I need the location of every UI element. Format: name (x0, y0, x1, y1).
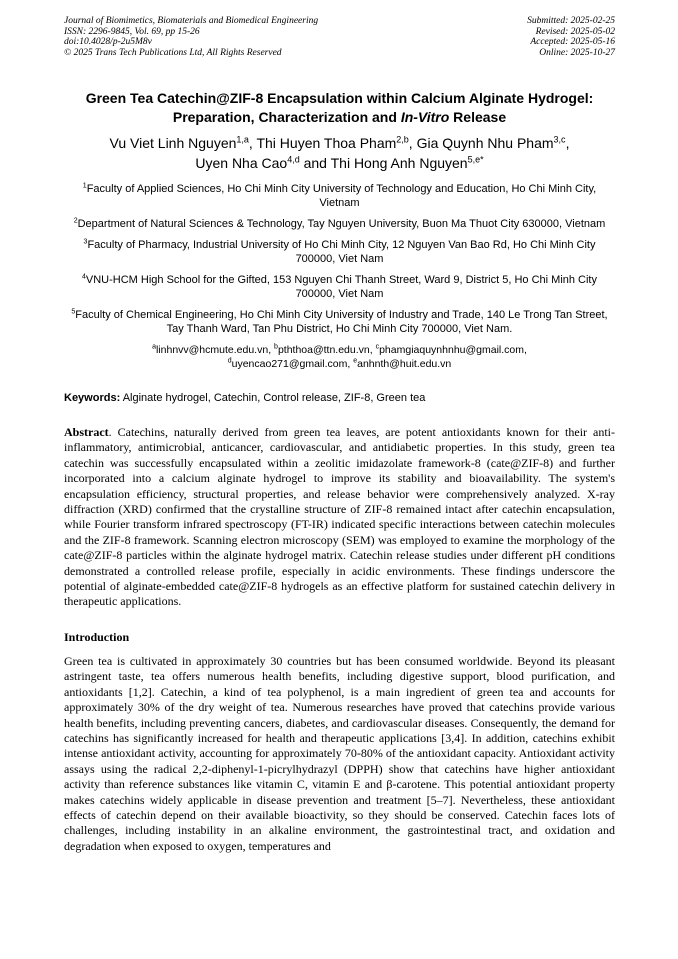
paper-page (64, 16, 615, 854)
author-list (64, 134, 615, 173)
author-affil-mark: 3,c (553, 134, 566, 145)
journal-doi: doi:10.4028/p-2u5M8v (64, 37, 152, 47)
affiliation (64, 273, 615, 301)
affiliation (64, 308, 615, 336)
journal-copyright: © 2025 Trans Tech Publications Ltd, All Rights Reserved (64, 47, 282, 58)
affiliation-text: VNU-HCM High School for the Gifted, 153 Nguyen Chi Thanh Street, Ward 9, District 5, Ho Chi Minh City 700000, Viet Nam (85, 274, 597, 300)
email-mark: b (274, 343, 278, 351)
email-address: uyencao271@gmail.com (231, 358, 348, 370)
journal-header (64, 16, 615, 58)
introduction-paragraph: Green tea is cultivated in approximately 30 countries but has been consumed worldwide. Beyond its pleasant astringent taste, tea offers numerous health benefits, including digestive support, blood purification, and antioxidants [1,2]. Catechin, a kind of tea polyphenol, is a main ingredient of green tea and accounts for approximately 30% of the dry weight of tea. Numerous researches have proved that catechins provide various health benefits, including preventing cancers, diabetes, and cardiovascular diseases. Consequently, the demand for catechins has significantly increased for health and therapeutic applications [3,4]. In addition, catechins exhibit intense antioxidant activity, accounting for approximately 70-80% of the antioxidant capacity. Antioxidant activity assays using the radical 2,2-diphenyl-1-picrylhydrazyl (DPPH) show that catechins have higher antioxidant activity than reference substances like vitamin C, vitamin E and β-carotene. This potential antioxidant property makes catechins widely applicable in disease prevention and treatment [5–7]. Nevertheless, these antioxidant effects of catechin depend on their available bioactivity, so they should be conserved. Catechin faces lots of challenges, including instability in an alkaline environment, the gastrointestinal tract, and oxidation and degradation when exposed to oxygen, temperatures and (64, 653, 615, 853)
email-address: phamgiaquynhnhu@gmail.com (379, 344, 525, 356)
abstract-text: . Catechins, naturally derived from green tea leaves, are potent antioxidants known for their anti-inflammatory, antimicrobial, anticancer, cardiovascular, and antidiabetic properties. In this study, green tea catechin was successfully encapsulated within a zeolitic imidazolate framework-8 (cate@ZIF-8) and further incorporated into a calcium alginate hydrogel to improve its stability and bioavailability. The system's encapsulation efficiency, structural properties, and release behavior were comprehensively analyzed. X-ray diffraction (XRD) confirmed that the crystalline structure of ZIF-8 remained intact after catechin encapsulation, while Fourier transform infrared spectroscopy (FT-IR) indicated specific interactions between catechin molecules and the ZIF-8 framework. Scanning electron microscopy (SEM) was employed to examine the morphology of the cate@ZIF-8 particles within the alginate hydrogel matrix. Catechin release studies under different pH conditions demonstrated a controlled release profile, especially in acidic environments. These findings underscore the potential of alginate-embedded cate@ZIF-8 hydrogels as an effective platform for sustained catechin delivery in therapeutic applications. (64, 425, 615, 609)
affiliation (64, 217, 615, 231)
submission-dates (527, 16, 615, 58)
email-mark: d (227, 357, 232, 365)
author-name: Gia Quynh Nhu Pham (416, 135, 554, 151)
author-name: Thi Huyen Thoa Pham (256, 135, 397, 151)
email-separator: , (347, 358, 354, 370)
section-heading: Introduction (64, 629, 130, 644)
author-emails (64, 343, 615, 371)
affiliation-number: 5 (71, 308, 76, 316)
author-separator: , (565, 135, 570, 151)
author-affil-mark: 2,b (396, 134, 409, 145)
author-affil-mark: 4,d (287, 153, 300, 164)
date-accepted: Accepted: 2025-05-16 (530, 37, 615, 47)
date-revised: Revised: 2025-05-02 (535, 26, 615, 37)
email-mark: a (152, 343, 156, 351)
affiliation-text: Faculty of Pharmacy, Industrial University of Ho Chi Minh City, 12 Nguyen Van Bao Rd, Ho Chi Minh City 700000, Viet Nam (87, 239, 596, 265)
title-main: Green Tea Catechin@ZIF-8 Encapsulation within Calcium Alginate Hydrogel: Preparation, Characterization and (85, 90, 594, 125)
email-separator: , (268, 344, 275, 356)
journal-issn: ISSN: 2296-9845, Vol. 69, pp 15-26 (64, 26, 200, 37)
email-address: linhnvv@hcmute.edu.vn (155, 344, 269, 356)
affiliation-number: 4 (82, 273, 86, 281)
title-end: Release (449, 109, 507, 125)
author-separator: and (299, 154, 331, 171)
author-affil-mark: 5,e* (467, 153, 484, 164)
journal-name: Journal of Biomimetics, Biomaterials and Biomedical Engineering (64, 16, 319, 26)
affiliations (64, 182, 615, 336)
email-address: pththoa@ttn.edu.vn (277, 344, 370, 356)
affiliation (64, 182, 615, 210)
title-italic: In-Vitro (400, 109, 450, 125)
keywords-label: Keywords: (64, 392, 121, 404)
email-mark: e (353, 357, 358, 365)
author-affil-mark: 1,a (236, 134, 249, 145)
affiliation-text: Department of Natural Sciences & Technology, Tay Nguyen University, Buon Ma Thuot City 630000, Vietnam (77, 218, 606, 230)
author-separator: , (248, 135, 257, 151)
abstract (64, 425, 615, 610)
email-mark: c (375, 343, 380, 351)
email-separator: , (369, 344, 376, 356)
paper-title (64, 89, 615, 127)
affiliation-number: 2 (73, 217, 78, 225)
email-separator: , (524, 344, 527, 356)
author-name: Thi Hong Anh Nguyen (330, 154, 468, 171)
date-submitted: Submitted: 2025-02-25 (527, 16, 615, 26)
author-name: Vu Viet Linh Nguyen (109, 135, 237, 151)
affiliation-number: 1 (82, 182, 87, 190)
author-separator: , (408, 135, 417, 151)
email-address: anhnth@huit.edu.vn (357, 358, 452, 370)
affiliation-text: Faculty of Chemical Engineering, Ho Chi Minh City University of Industry and Trade, 140 Le Trong Tan Street, Tay Thanh Ward, Tan Phu District, Ho Chi Minh City 700000, Viet Nam. (75, 309, 608, 335)
affiliation-number: 3 (83, 238, 88, 246)
date-online: Online: 2025-10-27 (539, 47, 615, 58)
abstract-label: Abstract (64, 425, 109, 439)
affiliation-text: Faculty of Applied Sciences, Ho Chi Minh City University of Technology and Education, Ho Chi Minh City, Vietnam (86, 183, 597, 209)
author-name: Uyen Nha Cao (195, 154, 288, 171)
journal-info (64, 16, 318, 58)
keywords-text: Alginate hydrogel, Catechin, Control release, ZIF-8, Green tea (120, 392, 426, 404)
keywords (64, 391, 615, 405)
affiliation (64, 238, 615, 266)
